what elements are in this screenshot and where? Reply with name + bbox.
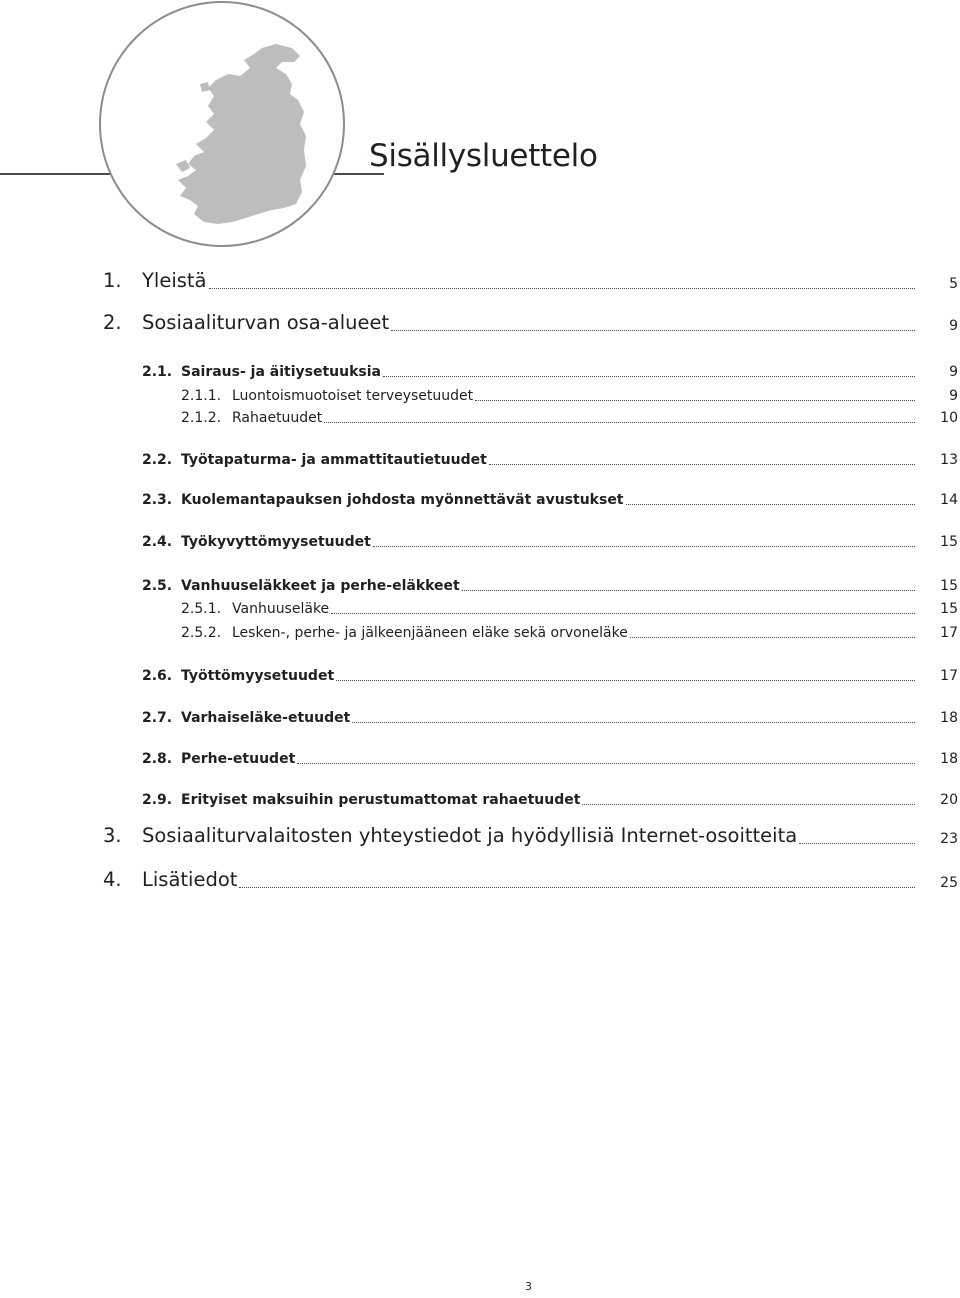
toc-dot-leader (630, 637, 915, 638)
toc-entry-label[interactable]: Perhe-etuudet (181, 751, 296, 767)
toc-entry[interactable] (0, 824, 960, 847)
toc-entry[interactable] (0, 664, 960, 684)
toc-entry-number: 2.5.2. (181, 625, 222, 641)
toc-entry-label[interactable]: Yleistä (142, 269, 207, 292)
toc-dot-leader (331, 613, 915, 614)
toc-entry-label[interactable]: Varhaiseläke-etuudet (181, 710, 351, 726)
toc-entry-page: 17 (940, 625, 958, 641)
toc-entry-label[interactable]: Luontoismuotoiset terveysetuudet (232, 388, 474, 404)
toc-dot-leader (582, 804, 915, 805)
toc-entry-number: 2.1.1. (181, 388, 222, 404)
toc-dot-leader (391, 330, 915, 331)
toc-entry-page: 9 (949, 364, 958, 380)
toc-entry-number: 2.4. (142, 534, 173, 550)
toc-dot-leader (297, 763, 915, 764)
toc-entry-number: 4. (103, 868, 122, 891)
toc-entry-label[interactable]: Lesken-, perhe- ja jälkeenjääneen eläke sekä orvoneläke (232, 625, 628, 641)
toc-entry-label[interactable]: Kuolemantapauksen johdosta myönnettävät avustukset (181, 492, 624, 508)
toc-entry-label[interactable]: Työtapaturma- ja ammattitautietuudet (181, 452, 487, 468)
toc-entry-label[interactable]: Sairaus- ja äitiysetuuksia (181, 364, 381, 380)
toc-entry-label[interactable]: Työkyvyttömyysetuudet (181, 534, 371, 550)
toc-dot-leader (489, 464, 915, 465)
toc-entry-page: 25 (940, 875, 958, 891)
toc-entry-label[interactable]: Vanhuuseläkkeet ja perhe-eläkkeet (181, 578, 460, 594)
toc-entry-number: 2.7. (142, 710, 173, 726)
toc-entry-page: 18 (940, 751, 958, 767)
toc-entry[interactable] (0, 488, 960, 508)
toc-entry-page: 14 (940, 492, 958, 508)
toc-entry[interactable] (0, 448, 960, 468)
toc-dot-leader (239, 887, 915, 888)
toc-entry-label[interactable]: Sosiaaliturvan osa-alueet (142, 311, 390, 334)
toc-entry-page: 17 (940, 668, 958, 684)
toc-entry-number: 2.5. (142, 578, 173, 594)
toc-entry-page: 15 (940, 601, 958, 617)
toc-entry[interactable] (0, 311, 960, 334)
toc-entry[interactable] (0, 384, 960, 404)
toc-entry-label[interactable]: Työttömyysetuudet (181, 668, 335, 684)
toc-entry-page: 23 (940, 831, 958, 847)
toc-entry[interactable] (0, 747, 960, 767)
toc-entry-number: 1. (103, 269, 122, 292)
toc-entry[interactable] (0, 406, 960, 426)
toc-entry[interactable] (0, 530, 960, 550)
toc-entry-number: 2.1. (142, 364, 173, 380)
toc-dot-leader (462, 590, 915, 591)
toc-entry-page: 10 (940, 410, 958, 426)
toc-entry-page: 5 (949, 276, 958, 292)
toc-dot-leader (475, 400, 915, 401)
toc-dot-leader (352, 722, 915, 723)
toc-entry-number: 2.1.2. (181, 410, 222, 426)
toc-dot-leader (383, 376, 915, 377)
toc-entry-number: 2.5.1. (181, 601, 222, 617)
toc-entry[interactable] (0, 788, 960, 808)
toc-dot-leader (324, 422, 915, 423)
toc-entry-page: 15 (940, 534, 958, 550)
toc-entry-page: 15 (940, 578, 958, 594)
toc-entry[interactable] (0, 597, 960, 617)
toc-entry-label[interactable]: Lisätiedot (142, 868, 238, 891)
toc-entry-number: 2.9. (142, 792, 173, 808)
toc-entry[interactable] (0, 360, 960, 380)
toc-entry-page: 9 (949, 318, 958, 334)
toc-dot-leader (336, 680, 915, 681)
toc-entry[interactable] (0, 269, 960, 292)
toc-entry[interactable] (0, 706, 960, 726)
toc-entry[interactable] (0, 621, 960, 641)
toc-entry-label[interactable]: Sosiaaliturvalaitosten yhteystiedot ja hyödyllisiä Internet-osoitteita (142, 824, 798, 847)
toc-entry[interactable] (0, 574, 960, 594)
toc-entry-number: 2. (103, 311, 122, 334)
toc-entry[interactable] (0, 868, 960, 891)
toc-entry-label[interactable]: Rahaetuudet (232, 410, 323, 426)
toc-entry-page: 20 (940, 792, 958, 808)
toc-entry-page: 13 (940, 452, 958, 468)
toc-entry-number: 2.3. (142, 492, 173, 508)
toc-dot-leader (799, 843, 915, 844)
toc-entry-number: 2.2. (142, 452, 173, 468)
toc-entry-number: 2.8. (142, 751, 173, 767)
toc-entry-number: 2.6. (142, 668, 173, 684)
footer-page-number: 3 (525, 1280, 532, 1293)
toc-entry-number: 3. (103, 824, 122, 847)
toc-entry-page: 18 (940, 710, 958, 726)
toc-dot-leader (626, 504, 915, 505)
toc-entry-label[interactable]: Vanhuuseläke (232, 601, 330, 617)
toc-dot-leader (209, 288, 916, 289)
toc-entry-label[interactable]: Erityiset maksuihin perustumattomat rahaetuudet (181, 792, 581, 808)
toc-entry-page: 9 (949, 388, 958, 404)
page-title: Sisällysluettelo (369, 138, 598, 174)
toc-dot-leader (373, 546, 915, 547)
